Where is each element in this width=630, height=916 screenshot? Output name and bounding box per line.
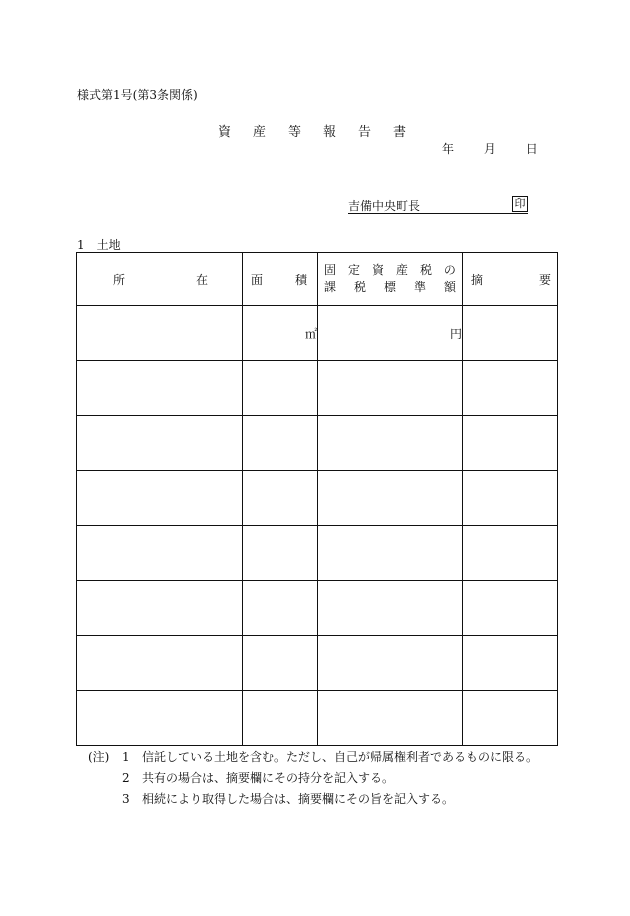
note-number: 3 <box>122 792 130 806</box>
tax-cell[interactable] <box>318 471 463 526</box>
location-cell[interactable] <box>77 581 243 636</box>
tax-cell[interactable] <box>318 691 463 746</box>
table-row <box>77 581 558 636</box>
note-number: 2 <box>122 771 130 785</box>
note-item <box>88 768 538 789</box>
remarks-cell[interactable] <box>463 361 558 416</box>
notes <box>88 747 538 810</box>
tax-cell[interactable] <box>318 416 463 471</box>
area-cell[interactable] <box>243 361 318 416</box>
note-text: 共有の場合は、摘要欄にその持分を記入する。 <box>142 771 395 785</box>
area-cell[interactable] <box>243 416 318 471</box>
header-area: 面 積 <box>243 253 318 306</box>
land-table <box>76 252 558 746</box>
remarks-cell[interactable] <box>463 306 558 361</box>
table-row <box>77 416 558 471</box>
remarks-cell[interactable] <box>463 581 558 636</box>
location-cell[interactable] <box>77 636 243 691</box>
location-cell[interactable] <box>77 526 243 581</box>
section-title: 1 土地 <box>77 238 121 252</box>
remarks-cell[interactable] <box>463 526 558 581</box>
table-row <box>77 691 558 746</box>
area-cell[interactable] <box>243 306 318 361</box>
location-cell[interactable] <box>77 306 243 361</box>
area-unit: ㎡ <box>304 326 317 341</box>
note-item <box>88 789 538 810</box>
note-number: 1 <box>122 750 130 764</box>
table-row <box>77 306 558 361</box>
location-cell[interactable] <box>77 471 243 526</box>
table-row <box>77 636 558 691</box>
area-cell[interactable] <box>243 636 318 691</box>
remarks-cell[interactable] <box>463 416 558 471</box>
note-item <box>88 747 538 768</box>
header-remarks: 摘 要 <box>463 253 558 306</box>
tax-unit: 円 <box>449 326 462 341</box>
remarks-cell[interactable] <box>463 636 558 691</box>
table-row <box>77 526 558 581</box>
remarks-cell[interactable] <box>463 691 558 746</box>
header-tax-base: 固 定 資 産 税 の 課 税 標 準 額 <box>318 253 463 306</box>
tax-cell[interactable] <box>318 581 463 636</box>
location-cell[interactable] <box>77 361 243 416</box>
area-cell[interactable] <box>243 581 318 636</box>
form-number: 様式第1号(第3条関係) <box>77 88 198 102</box>
seal-box: 印 <box>512 196 528 212</box>
document-title: 資産等報告書 <box>217 125 428 140</box>
tax-cell[interactable] <box>318 361 463 416</box>
note-text: 相続により取得した場合は、摘要欄にその旨を記入する。 <box>142 792 455 806</box>
notes-label: (注) <box>88 750 110 764</box>
addressee-line <box>348 197 528 214</box>
area-cell[interactable] <box>243 691 318 746</box>
addressee-name: 吉備中央町長 <box>348 199 421 213</box>
date-month: 月 <box>483 142 496 156</box>
tax-cell[interactable] <box>318 526 463 581</box>
table-row <box>77 361 558 416</box>
date-day: 日 <box>525 142 538 156</box>
area-cell[interactable] <box>243 526 318 581</box>
note-text: 信託している土地を含む。ただし、自己が帰属権利者であるものに限る。 <box>142 750 539 764</box>
location-cell[interactable] <box>77 691 243 746</box>
date-year: 年 <box>442 142 455 156</box>
remarks-cell[interactable] <box>463 471 558 526</box>
table-header-row <box>77 253 558 306</box>
location-cell[interactable] <box>77 416 243 471</box>
table-row <box>77 471 558 526</box>
area-cell[interactable] <box>243 471 318 526</box>
tax-cell[interactable] <box>318 306 463 361</box>
date-line <box>442 140 538 157</box>
header-location: 所 在 <box>77 253 243 306</box>
tax-cell[interactable] <box>318 636 463 691</box>
